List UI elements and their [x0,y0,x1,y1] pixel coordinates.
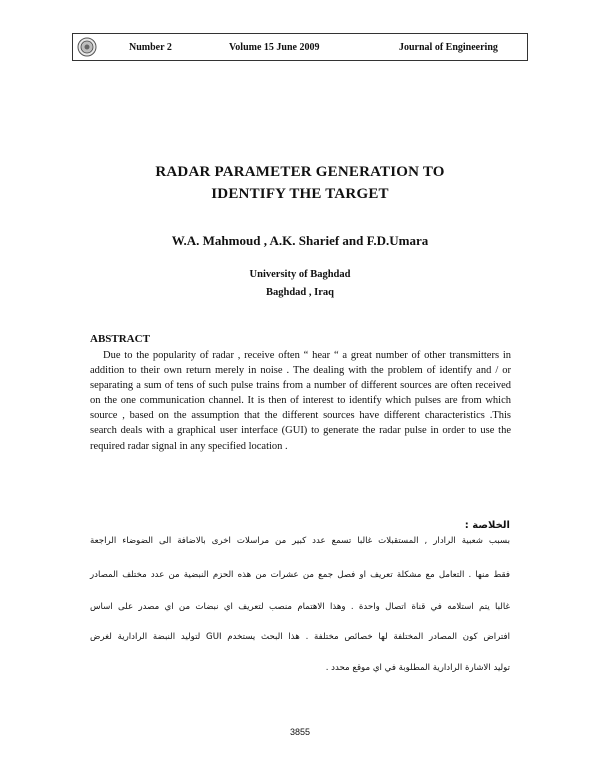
affiliation-city: Baghdad , Iraq [266,287,334,298]
abstract-body: Due to the popularity of radar , receive often “ hear “ a great number of other transmitters in addition to their own return merely in noise . The dealing with the problem of identify and / or separating a sum of tens of such pulse trains from a number of different sources are often received on the one communication channel. It is then of interest to identify which pulses are from which source , based on the assumption that the different sources have different characteristics .This search deals with a graphical user interface (GUI) to generate the radar pulse in order to use the required radar signal in any specified location . [90,350,511,452]
arabic-abstract-line: غالبا يتم استلامه في قناة اتصال واحدة . وهذا الاهتمام منصب لتعريف اي نبضات من اي مصدر على اساس [90,602,510,612]
affiliation-university: University of Baghdad [249,269,351,280]
paper-title-line-1: RADAR PARAMETER GENERATION TO [155,164,445,180]
paper-title-line-2: IDENTIFY THE TARGET [211,186,389,202]
page-number: 3855 [289,727,311,737]
university-seal-icon [77,37,97,57]
authors: W.A. Mahmoud , A.K. Sharief and F.D.Umara [171,233,429,248]
issue-number: Number 2 [129,42,172,53]
volume-date: Volume 15 June 2009 [229,42,320,53]
journal-header [72,33,528,61]
arabic-abstract-line: بسبب شعبية الرادار , المستقبلات غالبا تسمع عدد كبير من مراسلات اخرى بالاضافة الى الضوضاء الراجعة [90,536,510,546]
arabic-abstract-line: توليد الاشارة الرادارية المطلوبة في اي موقع محدد . [325,663,510,673]
abstract-heading: ABSTRACT [90,333,150,345]
arabic-abstract-line: فقط منها . التعامل مع مشكلة تعريف او فصل جمع من عشرات من هذه الحزم النبضية من عدد مختلف المصادر [90,570,510,580]
arabic-abstract-heading: الخلاصة : [464,520,510,531]
arabic-abstract-line: افتراض كون المصادر المختلفة لها خصائص مختلفة . هذا البحث يستخدم GUI لتوليد النبضة الرادارية لغرض [90,632,510,642]
journal-name: Journal of Engineering [399,42,498,53]
